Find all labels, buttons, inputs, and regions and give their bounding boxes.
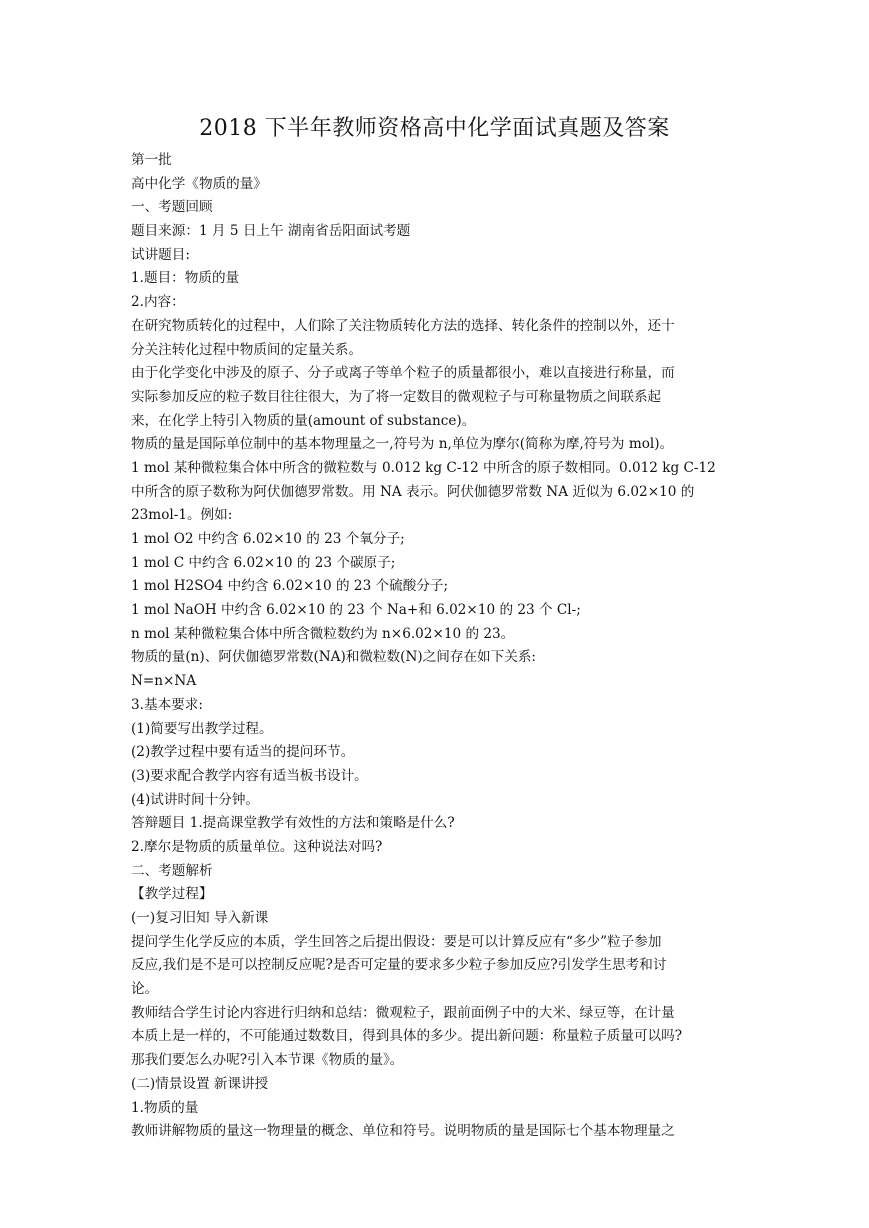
text-line: (2)教学过程中要有适当的提问环节。 bbox=[131, 744, 355, 761]
text-line: 分关注转化过程中物质间的定量关系。 bbox=[131, 341, 363, 358]
text-line: 第一批 bbox=[131, 152, 172, 168]
text-line: 1 mol O2 中约含 6.02×10 的 23 个氧分子; bbox=[131, 531, 405, 547]
document-title: 2018 下半年教师资格高中化学面试真题及答案 bbox=[199, 116, 670, 141]
text-line: 提问学生化学反应的本质，学生回答之后提出假设：要是可以计算反应有“多少”粒子参加 bbox=[131, 933, 662, 950]
text-line: 试讲题目: bbox=[131, 246, 190, 263]
text-line: 本质上是一样的，不可能通过数数目，得到具体的多少。提出新问题：称量粒子质量可以吗? bbox=[131, 1028, 683, 1045]
text-line: 1.题目：物质的量 bbox=[131, 270, 240, 287]
text-line: n mol 某种微粒集合体中所含微粒数约为 n×6.02×10 的 23。 bbox=[131, 625, 515, 642]
text-line: 23mol-1。例如: bbox=[131, 507, 233, 524]
text-line: 1 mol NaOH 中约含 6.02×10 的 23 个 Na+和 6.02×10 的 23 个 Cl-; bbox=[131, 602, 581, 619]
text-line: 答辩题目 1.提高课堂教学有效性的方法和策略是什么? bbox=[131, 815, 455, 832]
text-line: 来，在化学上特引入物质的量(amount of substance)。 bbox=[131, 412, 476, 429]
document-body bbox=[131, 149, 741, 1144]
text-line: 实际参加反应的粒子数目往往很大，为了将一定数目的微观粒子与可称量物质之间联系起 bbox=[131, 388, 662, 405]
text-line: 反应,我们是不是可以控制反应呢?是否可定量的要求多少粒子参加反应?引发学生思考和讨 bbox=[131, 957, 667, 974]
text-line: 1 mol H2SO4 中约含 6.02×10 的 23 个硫酸分子; bbox=[131, 578, 449, 595]
text-line: (一)复习旧知 导入新课 bbox=[131, 910, 269, 926]
text-line: 教师讲解物质的量这一物理量的概念、单位和符号。说明物质的量是国际七个基本物理量之 bbox=[131, 1123, 675, 1140]
text-line: 在研究物质转化的过程中，人们除了关注物质转化方法的选择、转化条件的控制以外，还十 bbox=[131, 317, 675, 334]
text-line: 论。 bbox=[131, 981, 159, 998]
text-line: 1.物质的量 bbox=[131, 1099, 199, 1116]
text-line: 2.摩尔是物质的质量单位。这种说法对吗? bbox=[131, 838, 383, 855]
text-line: 中所含的原子数称为阿伏伽德罗常数。用 NA 表示。阿伏伽德罗常数 NA 近似为 6.02×10 的 bbox=[131, 483, 695, 500]
text-line: (1)简要写出教学过程。 bbox=[131, 720, 273, 737]
text-line: 教师结合学生讨论内容进行归纳和总结：微观粒子，跟前面例子中的大米、绿豆等，在计量 bbox=[131, 1004, 675, 1021]
text-line: 3.基本要求: bbox=[131, 696, 203, 713]
text-line: 高中化学《物质的量》 bbox=[131, 175, 267, 192]
text-line: 二、考题解析 bbox=[131, 862, 213, 879]
text-line: 由于化学变化中涉及的原子、分子或离子等单个粒子的质量都很小，难以直接进行称量，而 bbox=[131, 365, 675, 382]
text-line: (4)试讲时间十分钟。 bbox=[131, 791, 260, 808]
text-line: 物质的量(n)、阿伏伽德罗常数(NA)和微粒数(N)之间存在如下关系: bbox=[131, 649, 537, 666]
text-line: N=n×NA bbox=[131, 673, 197, 690]
text-line: 一、考题回顾 bbox=[131, 199, 213, 216]
text-line: 1 mol 某种微粒集合体中所含的微粒数与 0.012 kg C-12 中所含的原子数相同。0.012 kg C-12 bbox=[131, 459, 716, 476]
text-line: (二)情景设置 新课讲授 bbox=[131, 1075, 269, 1092]
text-line: 那我们要怎么办呢?引入本节课《物质的量》。 bbox=[131, 1052, 404, 1069]
text-line: 物质的量是国际单位制中的基本物理量之一,符号为 n,单位为摩尔(简称为摩,符号为 mol)。 bbox=[131, 436, 674, 453]
text-line: 【教学过程】 bbox=[131, 886, 213, 903]
text-line: (3)要求配合教学内容有适当板书设计。 bbox=[131, 767, 368, 784]
text-line: 1 mol C 中约含 6.02×10 的 23 个碳原子; bbox=[131, 554, 396, 571]
text-line: 题目来源：1 月 5 日上午 湖南省岳阳面试考题 bbox=[131, 223, 411, 240]
text-line: 2.内容： bbox=[131, 294, 185, 311]
